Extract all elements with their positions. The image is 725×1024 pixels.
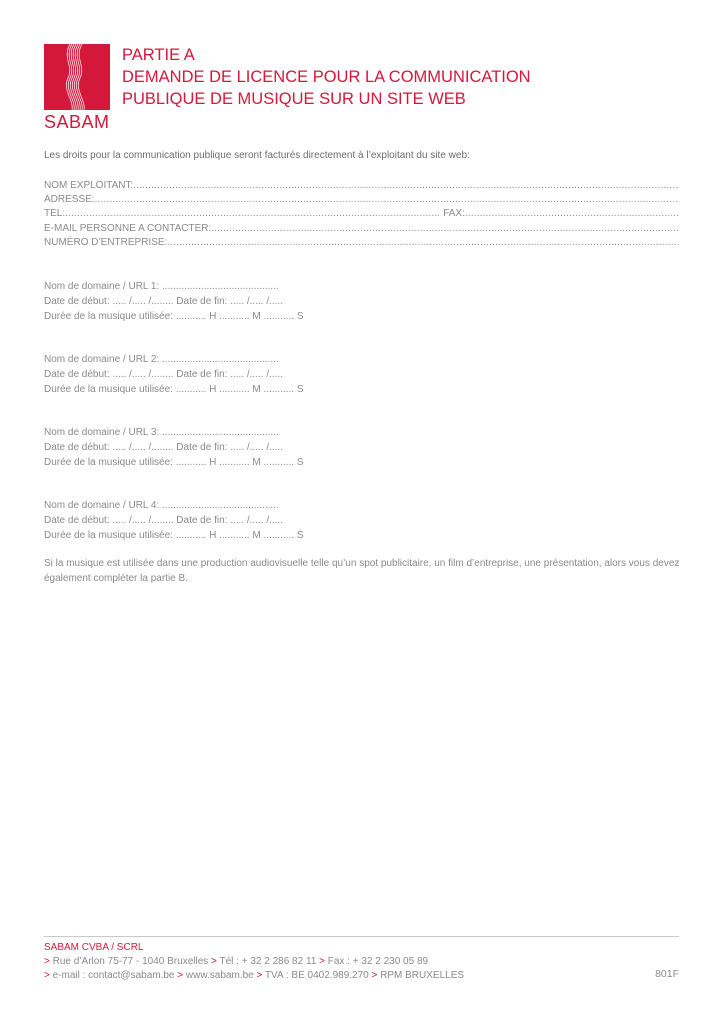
chevron-right-icon: > bbox=[177, 970, 184, 981]
page-title bbox=[122, 44, 531, 110]
url-domain-line[interactable]: Nom de domaine / URL 2: .......................................... bbox=[44, 354, 279, 365]
field-label-fax: FAX: bbox=[443, 208, 465, 220]
fill-line bbox=[465, 207, 679, 221]
chevron-right-icon: > bbox=[371, 970, 378, 981]
url-domain-line[interactable]: Nom de domaine / URL 4: .......................................... bbox=[44, 500, 279, 511]
footer-line-web bbox=[44, 969, 464, 983]
chevron-right-icon: > bbox=[319, 956, 325, 967]
sabam-logo bbox=[44, 44, 110, 110]
field-email-contact[interactable] bbox=[44, 222, 679, 236]
footer-website[interactable]: www.sabam.be bbox=[183, 970, 257, 981]
logo-wordmark: SABAM bbox=[44, 112, 110, 132]
url-dates-line[interactable]: Date de début: ..... /..... /........ Date de fin: ..... /..... /..... bbox=[44, 514, 283, 526]
field-nom-exploitant[interactable] bbox=[44, 179, 679, 193]
footer-fax: Fax : + 32 2 230 05 89 bbox=[324, 956, 429, 967]
footer-line-contact bbox=[44, 955, 464, 969]
url-block-2 bbox=[44, 353, 304, 397]
fill-line bbox=[95, 193, 679, 207]
url-domain-line[interactable]: Nom de domaine / URL 3: .......................................... bbox=[44, 427, 279, 438]
chevron-right-icon: > bbox=[44, 956, 50, 967]
fill-line bbox=[211, 222, 679, 236]
field-label: E-MAIL PERSONNE A CONTACTER: bbox=[44, 222, 212, 234]
footer-org: SABAM CVBA / SCRL bbox=[44, 942, 144, 953]
url-duration-line[interactable]: Durée de la musique utilisée: ........... H ........... M ........... S bbox=[44, 456, 304, 468]
title-line-3: PUBLIQUE DE MUSIQUE SUR UN SITE WEB bbox=[122, 90, 466, 108]
url-block-4 bbox=[44, 499, 304, 543]
field-label: NUMÉRO D’ENTREPRISE: bbox=[44, 236, 168, 248]
fill-line bbox=[65, 207, 439, 221]
chevron-right-icon: > bbox=[211, 956, 217, 967]
field-label: ADRESSE: bbox=[44, 194, 95, 206]
partie-b-note: Si la musique est utilisée dans une production audiovisuelle telle qu’un spot publicitaire, un film d’entreprise, une présentation, alors vous devez également compléter la partie B. bbox=[44, 558, 680, 584]
form-code: 801F bbox=[655, 968, 679, 980]
field-label: TEL: bbox=[44, 208, 66, 220]
sabam-swirl-icon bbox=[44, 44, 110, 110]
url-block-3 bbox=[44, 426, 304, 470]
url-duration-line[interactable]: Durée de la musique utilisée: ........... H ........... M ........... S bbox=[44, 383, 304, 395]
chevron-right-icon: > bbox=[44, 970, 50, 981]
field-numero-entreprise[interactable] bbox=[44, 236, 679, 250]
footer-rpm: RPM BRUXELLES bbox=[377, 970, 465, 981]
url-dates-line[interactable]: Date de début: ..... /..... /........ Date de fin: ..... /..... /..... bbox=[44, 295, 283, 307]
url-block-1 bbox=[44, 280, 304, 324]
url-domain-line[interactable]: Nom de domaine / URL 1: .......................................... bbox=[44, 281, 279, 292]
exploitant-fields bbox=[44, 179, 679, 250]
url-duration-line[interactable]: Durée de la musique utilisée: ........... H ........... M ........... S bbox=[44, 529, 304, 541]
footer-tel: Tél : + 32 2 286 82 11 bbox=[216, 956, 320, 967]
field-tel-fax[interactable] bbox=[44, 207, 679, 221]
title-line-1: PARTIE A bbox=[122, 46, 195, 64]
field-label: NOM EXPLOITANT: bbox=[44, 180, 134, 191]
url-duration-line[interactable]: Durée de la musique utilisée: ........... H ........... M ........... S bbox=[44, 310, 304, 322]
footer bbox=[44, 941, 464, 983]
footer-address: Rue d’Arlon 75-77 - 1040 Bruxelles bbox=[49, 956, 212, 967]
footer-email[interactable]: e-mail : contact@sabam.be bbox=[49, 970, 178, 981]
url-dates-line[interactable]: Date de début: ..... /..... /........ Date de fin: ..... /..... /..... bbox=[44, 368, 283, 380]
intro-text: Les droits pour la communication publique seront facturés directement à l’exploitant du site web: bbox=[44, 150, 470, 161]
title-line-2: DEMANDE DE LICENCE POUR LA COMMUNICATION bbox=[122, 68, 531, 86]
fill-line bbox=[133, 179, 679, 193]
chevron-right-icon: > bbox=[256, 970, 263, 981]
footer-tva: TVA : BE 0402.989.270 bbox=[262, 970, 372, 981]
url-dates-line[interactable]: Date de début: ..... /..... /........ Date de fin: ..... /..... /..... bbox=[44, 441, 283, 453]
footer-divider bbox=[44, 936, 679, 937]
fill-line bbox=[167, 236, 679, 250]
field-adresse[interactable] bbox=[44, 193, 679, 207]
